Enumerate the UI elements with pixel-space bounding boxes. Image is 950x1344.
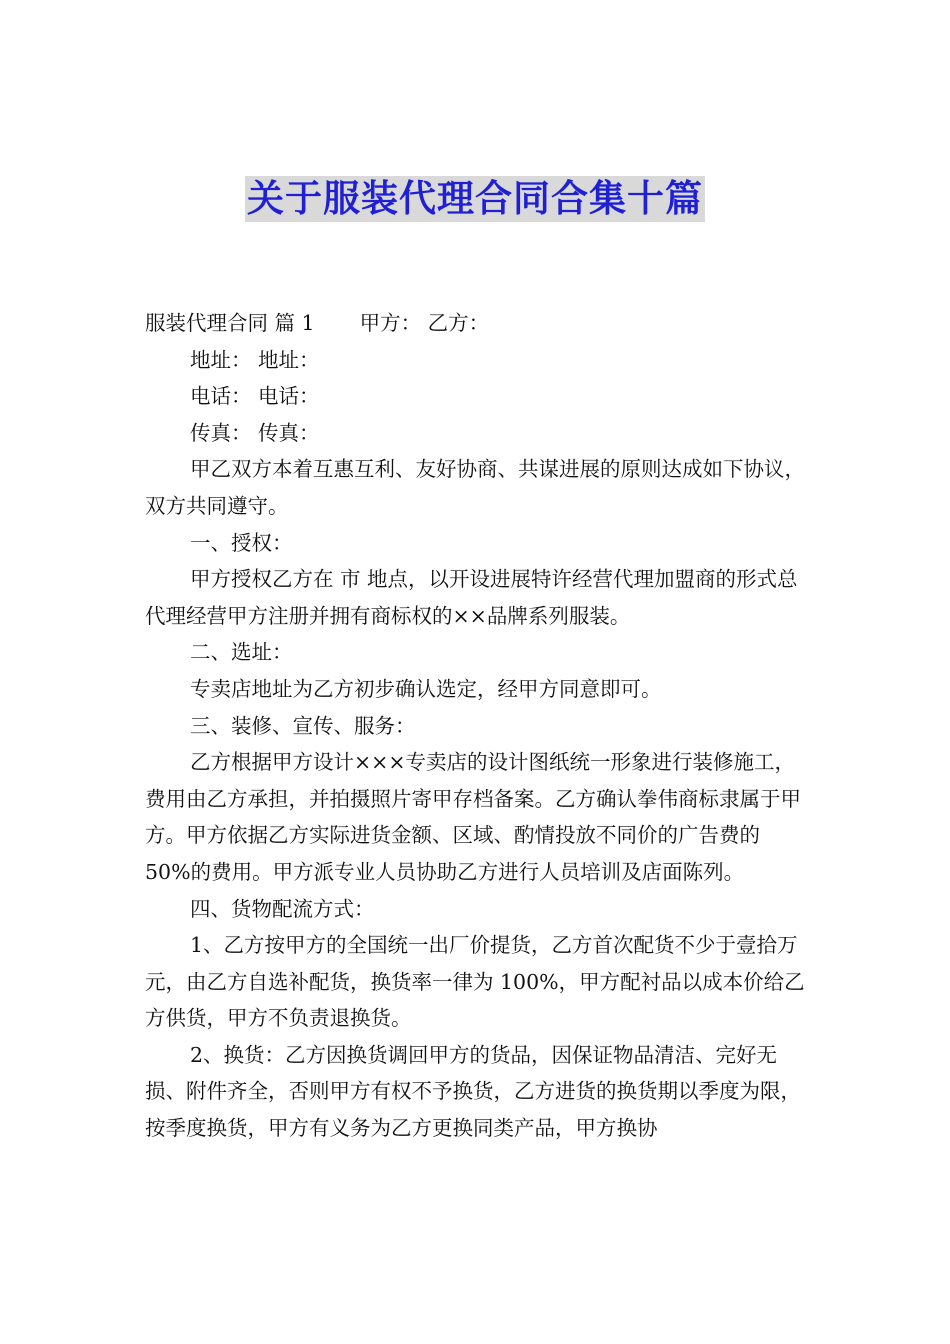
section-label: 服装代理合同 篇 1: [145, 311, 315, 335]
section-2-paragraph: 专卖店地址为乙方初步确认选定，经甲方同意即可。: [190, 676, 662, 701]
section-heading-line: [145, 305, 810, 342]
address-line: 地址： 地址：: [190, 347, 320, 372]
section-3-paragraph: 乙方根据甲方设计×××专卖店的设计图纸统一形象进行装修施工，费用由乙方承担，并拍摄照片寄甲存档备案。乙方确认拳伟商标隶属于甲方。甲方依据乙方实际进货金额、区域、酌情投放不同价的广告费的 50%的费用。甲方派专业人员协助乙方进行人员培训及店面陈列。: [145, 750, 801, 884]
phone-line: 电话： 电话：: [190, 384, 320, 409]
section-1-heading: 一、授权：: [190, 530, 293, 555]
fax-line: 传真： 传真：: [190, 420, 320, 445]
document-body: [145, 305, 810, 1147]
section-4-heading: 四、货物配流方式：: [190, 896, 375, 921]
title-container: [0, 176, 950, 222]
section-4-item-1: 1、乙方按甲方的全国统一出厂价提货，乙方首次配货不少于壹拾万元，由乙方自选补配货，换货率一律为 100%，甲方配衬品以成本价给乙方供货，甲方不负责退换货。: [145, 933, 805, 1031]
parties-label: 甲方： 乙方：: [359, 311, 490, 335]
section-3-heading: 三、装修、宣传、服务：: [190, 713, 416, 738]
section-4-item-2: 2、换货：乙方因换货调回甲方的货品，因保证物品清洁、完好无损、附件齐全，否则甲方有权不予换货，乙方进货的换货期以季度为限，按季度换货，甲方有义务为乙方更换同类产品，甲方换协: [145, 1042, 801, 1141]
section-1-paragraph: 甲方授权乙方在 市 地点，以开设进展特许经营代理加盟商的形式总代理经营甲方注册并拥有商标权的××品牌系列服装。: [145, 567, 798, 628]
intro-paragraph: 甲乙双方本着互惠互利、友好协商、共谋进展的原则达成如下协议，双方共同遵守。: [145, 457, 805, 518]
section-2-heading: 二、选址：: [190, 640, 293, 665]
document-title: 关于服装代理合同合集十篇: [247, 177, 703, 220]
